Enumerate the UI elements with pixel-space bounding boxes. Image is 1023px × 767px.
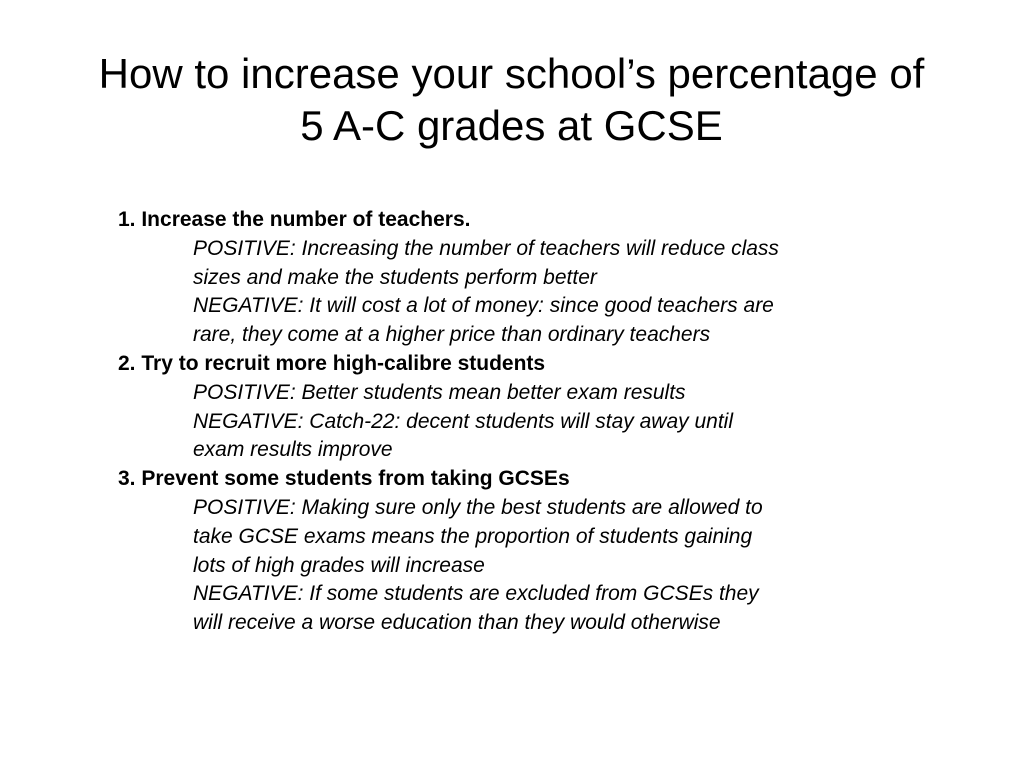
point-heading-3: 3. Prevent some students from taking GCSEs bbox=[118, 467, 570, 491]
positive-note-1 bbox=[118, 235, 918, 293]
note-line: sizes and make the students perform better bbox=[193, 265, 597, 289]
note-line: take GCSE exams means the proportion of students gaining bbox=[193, 524, 753, 548]
positive-note-3 bbox=[118, 494, 918, 580]
slide-title bbox=[0, 48, 1023, 152]
note-line: POSITIVE: Better students mean better exam results bbox=[193, 380, 686, 404]
note-line: exam results improve bbox=[193, 438, 393, 462]
positive-note-2 bbox=[118, 379, 918, 408]
negative-note-3 bbox=[118, 580, 918, 638]
note-line: NEGATIVE: If some students are excluded from GCSEs they bbox=[193, 582, 759, 606]
note-line: rare, they come at a higher price than ordinary teachers bbox=[193, 323, 711, 347]
note-line: NEGATIVE: Catch-22: decent students will stay away until bbox=[193, 409, 734, 433]
note-line: will receive a worse education than they would otherwise bbox=[193, 611, 721, 635]
point-heading-1: 1. Increase the number of teachers. bbox=[118, 208, 471, 231]
slide-body bbox=[118, 206, 918, 638]
note-line: POSITIVE: Making sure only the best students are allowed to bbox=[193, 495, 763, 519]
note-line: POSITIVE: Increasing the number of teachers will reduce class bbox=[193, 236, 779, 260]
negative-note-1 bbox=[118, 292, 918, 350]
negative-note-2 bbox=[118, 408, 918, 466]
title-line: How to increase your school’s percentage of bbox=[98, 50, 925, 97]
note-line: lots of high grades will increase bbox=[193, 553, 485, 577]
note-line: NEGATIVE: It will cost a lot of money: since good teachers are bbox=[193, 294, 774, 318]
title-line: 5 A-C grades at GCSE bbox=[300, 102, 723, 149]
point-heading-2: 2. Try to recruit more high-calibre students bbox=[118, 351, 546, 375]
